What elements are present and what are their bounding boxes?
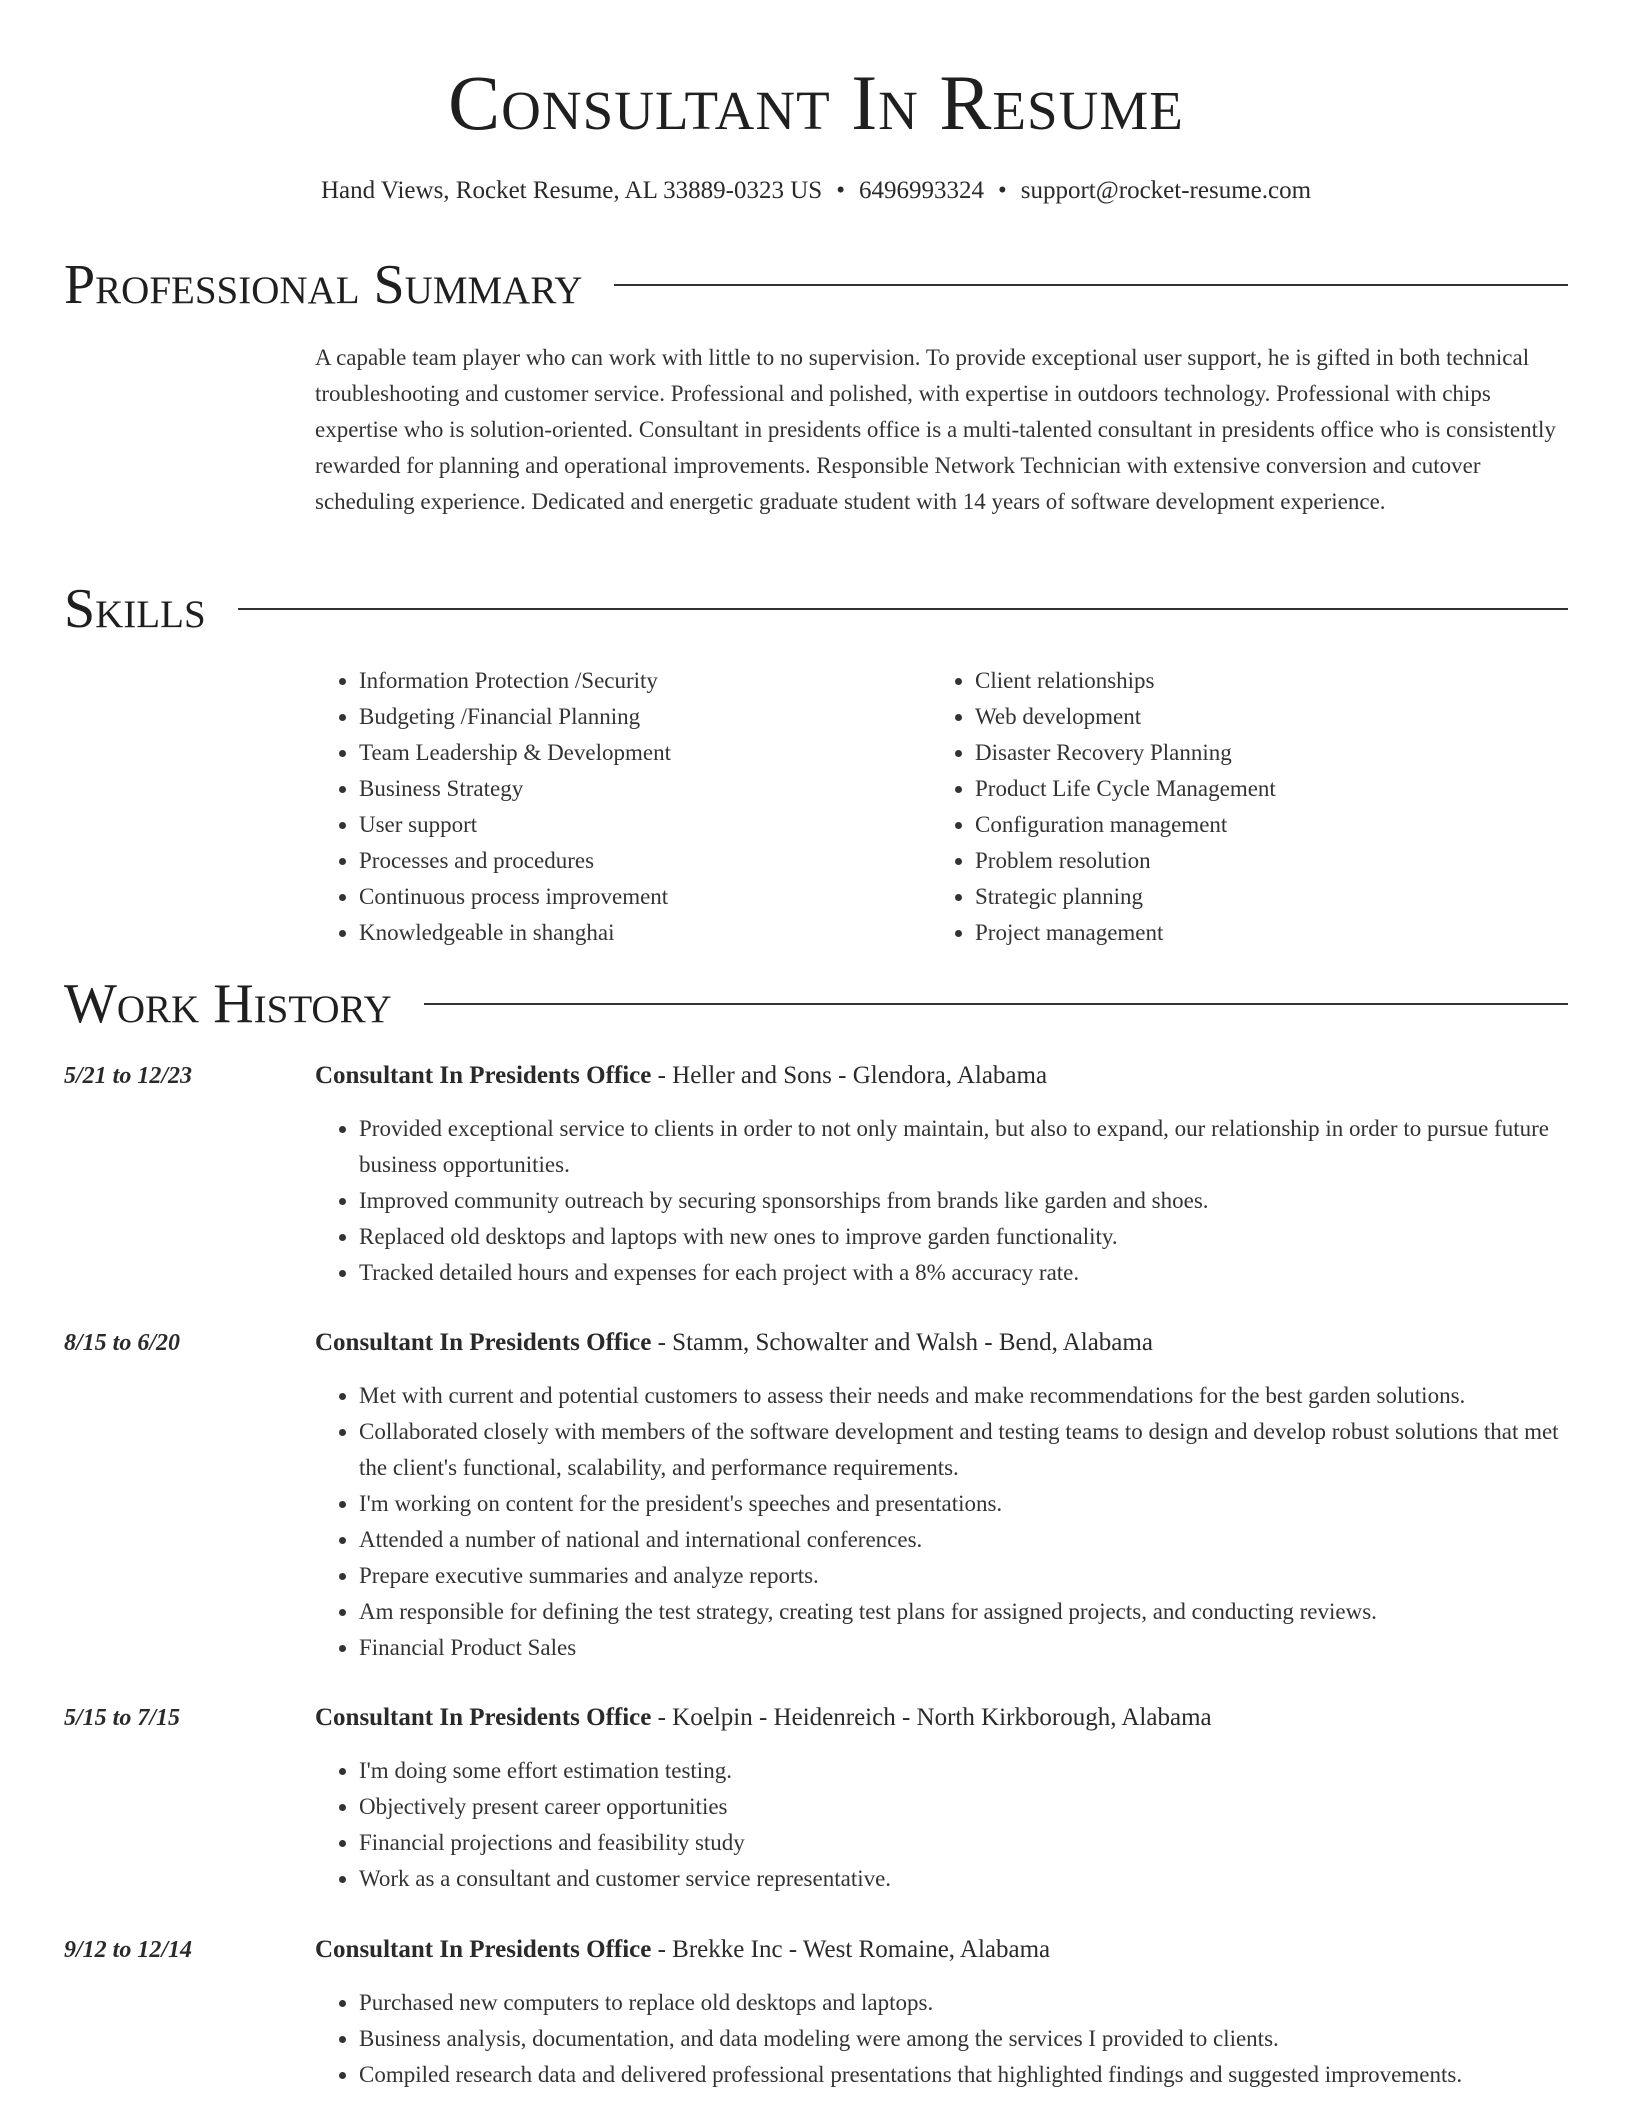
job-bullet: • Purchased new computers to replace old desktops and laptops. bbox=[359, 1985, 1568, 2021]
skill-item: • Processes and procedures bbox=[359, 843, 931, 879]
skill-item: • Disaster Recovery Planning bbox=[975, 735, 1547, 771]
skill-item: • Strategic planning bbox=[975, 879, 1547, 915]
job-bullet: • Work as a consultant and customer service representative. bbox=[359, 1861, 1568, 1897]
skill-item: • Budgeting /Financial Planning bbox=[359, 699, 931, 735]
job-bullet: • Am responsible for defining the test strategy, creating test plans for assigned projects, and conducting reviews. bbox=[359, 1594, 1568, 1630]
work-section-header bbox=[64, 972, 1568, 1036]
skill-item: • Web development bbox=[975, 699, 1547, 735]
job-bullet-list bbox=[315, 1753, 1568, 1897]
skill-item: • User support bbox=[359, 807, 931, 843]
job-bullet: • Financial projections and feasibility study bbox=[359, 1825, 1568, 1861]
contact-line bbox=[64, 174, 1568, 208]
separator-dot: • bbox=[836, 177, 845, 204]
job-title: Consultant In Presidents Office bbox=[315, 1062, 652, 1089]
job-bullet-list bbox=[315, 1378, 1568, 1666]
job-bullet: • Met with current and potential customers to assess their needs and make recommendations for the best garden solutions. bbox=[359, 1378, 1568, 1414]
job-bullet: • Attended a number of national and international conferences. bbox=[359, 1522, 1568, 1558]
job-title: Consultant In Presidents Office bbox=[315, 1936, 652, 1963]
section-title-summary: Professional Summary bbox=[64, 254, 583, 316]
skill-item: • Problem resolution bbox=[975, 843, 1547, 879]
job-bullet: • Financial Product Sales bbox=[359, 1630, 1568, 1666]
job-date: 8/15 to 6/20 bbox=[64, 1330, 181, 1356]
contact-address: Hand Views, Rocket Resume, AL 33889-0323 US bbox=[320, 177, 823, 204]
job-bullet: • Objectively present career opportunities bbox=[359, 1789, 1568, 1825]
contact-email: support@rocket-resume.com bbox=[1020, 177, 1312, 204]
separator-dot: • bbox=[997, 177, 1007, 204]
skills-list bbox=[315, 663, 1568, 951]
job-title-line bbox=[315, 1058, 1568, 1094]
section-divider bbox=[424, 1003, 1568, 1005]
section-divider bbox=[238, 608, 1568, 610]
job-title-line bbox=[315, 1700, 1568, 1736]
skill-item: • Information Protection /Security bbox=[359, 663, 931, 699]
skill-item: • Project management bbox=[975, 915, 1547, 951]
job-bullet: • Tracked detailed hours and expenses for each project with a 8% accuracy rate. bbox=[359, 1255, 1568, 1291]
job-company: - Stamm, Schowalter and Walsh - Bend, Alabama bbox=[651, 1329, 1153, 1356]
job-title-line bbox=[315, 1325, 1568, 1361]
job-date: 9/12 to 12/14 bbox=[64, 1937, 193, 1963]
skills-section-header bbox=[64, 577, 1568, 641]
job-bullet: • Provided exceptional service to clients in order to not only maintain, but also to expand, our relationship in order to pursue future business opportunities. bbox=[359, 1111, 1568, 1183]
job-bullet: • I'm doing some effort estimation testing. bbox=[359, 1753, 1568, 1789]
job-bullet: • Prepare executive summaries and analyze reports. bbox=[359, 1558, 1568, 1594]
skill-item: • Product Life Cycle Management bbox=[975, 771, 1547, 807]
summary-section-header bbox=[64, 253, 1568, 317]
job-bullet: • I'm working on content for the president's speeches and presentations. bbox=[359, 1486, 1568, 1522]
contact-phone: 6496993324 bbox=[858, 177, 984, 204]
job-company: - Brekke Inc - West Romaine, Alabama bbox=[651, 1936, 1051, 1963]
skill-item: • Configuration management bbox=[975, 807, 1547, 843]
resume-name: Consultant In Resume bbox=[448, 59, 1184, 146]
job-title: Consultant In Presidents Office bbox=[315, 1704, 652, 1731]
job-date: 5/15 to 7/15 bbox=[64, 1705, 181, 1731]
job-company: - Heller and Sons - Glendora, Alabama bbox=[651, 1062, 1048, 1089]
job-bullet: • Replaced old desktops and laptops with new ones to improve garden functionality. bbox=[359, 1219, 1568, 1255]
skill-item: • Business Strategy bbox=[359, 771, 931, 807]
skills-column-right bbox=[931, 663, 1547, 951]
skills-column-left bbox=[315, 663, 931, 951]
job-bullet: • Compiled research data and delivered professional presentations that highlighted findings and suggested improvements. bbox=[359, 2057, 1568, 2093]
job-bullet: • Improved community outreach by securing sponsorships from brands like garden and shoes. bbox=[359, 1183, 1568, 1219]
job-bullet: • Business analysis, documentation, and data modeling were among the services I provided to clients. bbox=[359, 2021, 1568, 2057]
section-divider bbox=[614, 284, 1568, 286]
summary-text: A capable team player who can work with little to no supervision. To provide exceptional user support, he is gifted in both technical troubleshooting and customer service. Professional and polished, with expertise in outdoors technology. Professional with chips expertise who is solution-oriented. Consultant in presidents office is a multi-talented consultant in presidents office who is consistently rewarded for planning and operational improvements. Responsible Network Technician with extensive conversion and cutover scheduling experience. Dedicated and energetic graduate student with 14 years of software development experience. bbox=[315, 345, 1556, 514]
skill-item: • Team Leadership & Development bbox=[359, 735, 931, 771]
job-company: - Koelpin - Heidenreich - North Kirkborough, Alabama bbox=[651, 1704, 1212, 1731]
job-title-line bbox=[315, 1932, 1568, 1968]
section-title-work-history: Work History bbox=[64, 973, 392, 1035]
skill-item: • Continuous process improvement bbox=[359, 879, 931, 915]
section-title-skills: Skills bbox=[64, 578, 206, 640]
job-bullet: • Collaborated closely with members of the software development and testing teams to design and develop robust solutions that met the client's functional, scalability, and performance requirements. bbox=[359, 1414, 1568, 1486]
skill-item: • Knowledgeable in shanghai bbox=[359, 915, 931, 951]
job-date: 5/21 to 12/23 bbox=[64, 1063, 193, 1089]
job-title: Consultant In Presidents Office bbox=[315, 1329, 652, 1356]
job-bullet-list bbox=[315, 1985, 1568, 2093]
skill-item: • Client relationships bbox=[975, 663, 1547, 699]
job-bullet-list bbox=[315, 1111, 1568, 1291]
